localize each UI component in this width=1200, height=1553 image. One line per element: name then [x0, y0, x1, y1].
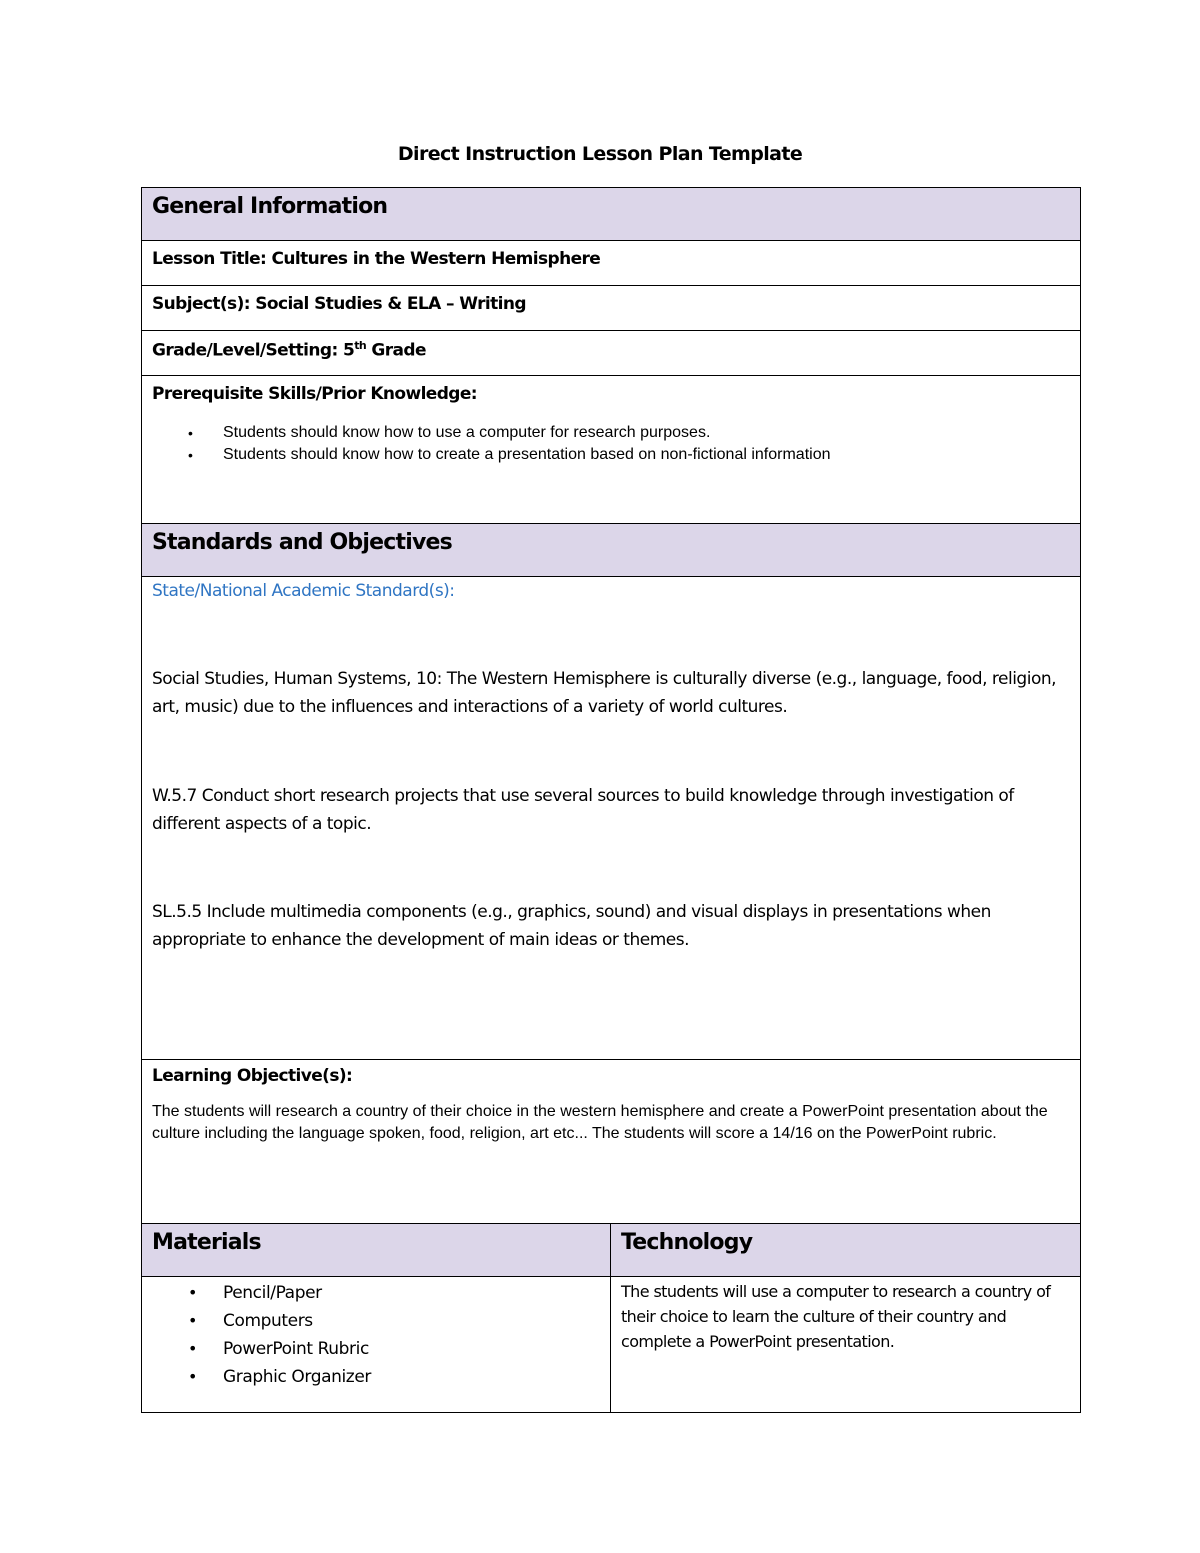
standards-label: State/National Academic Standard(s):: [152, 581, 455, 601]
standard-social-studies: Social Studies, Human Systems, 10: The Western Hemisphere is culturally diverse (e.g., language, food, religion, art, music) due to the influences and interactions of a variety of world cultures.: [152, 669, 1057, 717]
technology-text: The students will use a computer to research a country of their choice to learn the culture of their country and complete a PowerPoint presentation.: [621, 1282, 1051, 1351]
subjects: Subject(s): Social Studies & ELA – Writing: [152, 294, 526, 314]
standard-w57: W.5.7 Conduct short research projects that use several sources to build knowledge through investigation of different aspects of a topic.: [152, 786, 1014, 834]
grade-level: [142, 331, 1080, 361]
grade-row: [142, 331, 1080, 376]
lesson-plan-table: [141, 187, 1081, 1413]
materials-item: • PowerPoint Rubric: [188, 1335, 610, 1363]
objective-label: Learning Objective(s):: [152, 1066, 353, 1086]
prereq-item: • Students should know how to create a presentation based on non-fictional information: [188, 444, 1080, 466]
grade-suffix: Grade: [366, 340, 426, 361]
materials-tech-header-row: [142, 1224, 1080, 1277]
grade-prefix: Grade/Level/Setting: 5: [152, 340, 355, 361]
materials-header: Materials: [152, 1230, 261, 1255]
prereq-item: • Students should know how to use a computer for research purposes.: [188, 422, 1080, 444]
lesson-title: Lesson Title: Cultures in the Western Hemisphere: [152, 249, 601, 269]
objective-text: The students will research a country of their choice in the western hemisphere and create a PowerPoint presentation about the culture including the language spoken, food, religion, art etc... The students will score a 14/16 on the PowerPoint rubric.: [152, 1103, 1048, 1142]
learning-objective-row: [142, 1060, 1080, 1224]
standards-header-row: [142, 524, 1080, 577]
materials-item: • Graphic Organizer: [188, 1363, 610, 1391]
standard-sl55: SL.5.5 Include multimedia components (e.g., graphics, sound) and visual displays in presentations when appropriate to enhance the development of main ideas or themes.: [152, 902, 991, 950]
materials-tech-row: [142, 1277, 1080, 1412]
standards-row: [142, 577, 1080, 1060]
document-title: Direct Instruction Lesson Plan Template: [397, 143, 803, 165]
technology-header: Technology: [621, 1230, 753, 1255]
prereq-label: Prerequisite Skills/Prior Knowledge:: [152, 384, 477, 404]
subjects-row: [142, 286, 1080, 331]
prereq-list: [142, 422, 1080, 466]
materials-item: • Computers: [188, 1307, 610, 1335]
materials-item: • Pencil/Paper: [188, 1279, 610, 1307]
general-info-header-row: [142, 188, 1080, 241]
standards-header: Standards and Objectives: [152, 530, 452, 555]
general-info-header: General Information: [152, 194, 388, 219]
lesson-title-row: [142, 241, 1080, 286]
materials-list: [142, 1277, 610, 1391]
grade-sup: th: [354, 339, 367, 352]
prereq-row: [142, 376, 1080, 524]
